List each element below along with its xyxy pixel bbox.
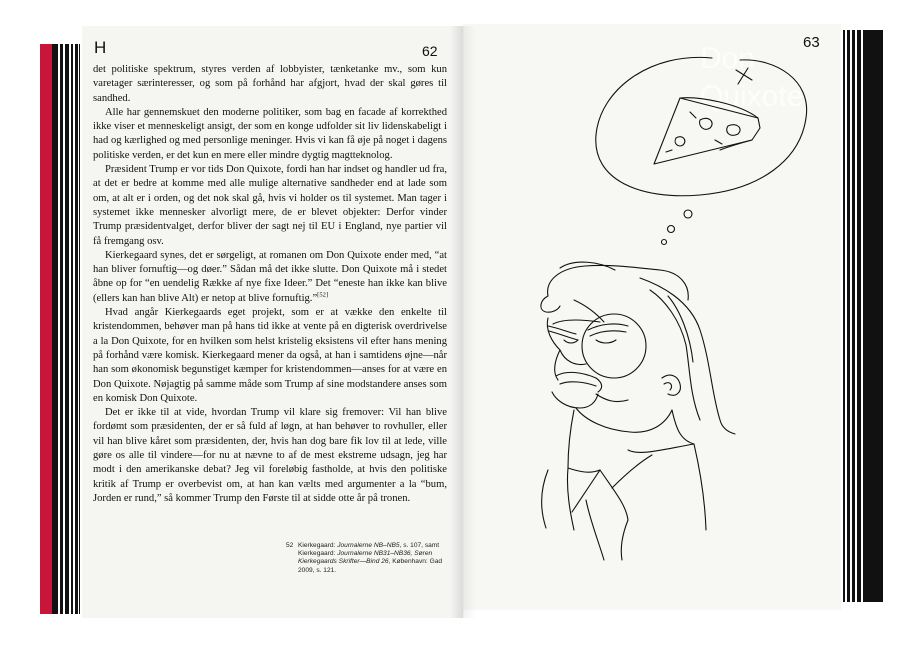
paragraph: Det er ikke til at vide, hvordan Trump vil klare sig fremover: Vil han blive fordømt som præsidenten, der er så fuld af løgn, at han behøver to rovhuller, eller vil han blive kåret som præsidenten, der, hvis han dog bare fik lov til at lede, ville gøre os alle til vindere—for nu at nævne to af de mest ekstreme udsagn, jeg har modt i den amerikanske debat? Jeg vil foreløbig fastholde, at hvis den politiske kritik af Trump er overbevist om, at han kan vælts med argumenter a la “bum, Jorden er rund,” så kommer Trump den Første til at sidde otte år på tronen. — [93, 407, 447, 504]
ghost-title-text: Don Quixote — [700, 42, 804, 113]
footnote-part: , s. 107, samt Kierkegaard: — [298, 542, 440, 558]
running-head-letter: H — [94, 38, 107, 57]
footnote-title: Journalerne NB–NB5 — [337, 542, 400, 549]
portrait-drawing — [541, 262, 735, 560]
left-page-number: 62 — [422, 43, 438, 59]
paragraph: det politiske spektrum, styres verden af lobbyister, tænketanke mv., som kun varetager særinteresser, og som på forhånd har afgjort, hvad der skal gøres til sandhed. — [93, 64, 447, 104]
paragraph: Præsident Trump er vor tids Don Quixote, fordi han har indset og handler ud fra, at det er bedre at komme med alle mulige alternative sandheder end at lade som om, at alt er i orden, og det nok skal gå, hvis vi holder os til systemet. Man tager i systemet ikke mennesker alvorligt mere, de er blevet objekter: Derfor vinder Trump præsidentvalget, derfor bliver der sagt nej til EU i England, nye partier vil få fremgang osv. — [93, 164, 447, 247]
footnote-title: Journalerne NB31–NB36, Søren Kierkegaards Skrifter—Bind 26 — [298, 550, 433, 566]
left-page-edge-stripes — [40, 44, 82, 614]
thought-bubble — [596, 57, 807, 244]
footnote-part: , København: Gad 2009, s. 121. — [298, 558, 443, 574]
footnote-part: Kierkegaard: — [298, 542, 338, 549]
paragraph — [93, 249, 447, 306]
paragraph: Hvad angår Kierkegaards eget projekt, som er at vække den enkelte til kristendommen, behøver man på hans tid ikke at vente på en digterisk overdrivelse a la Don Quixote, for en hvilken som helst kristelig eksistens vil efter hans mening på forhånd være komisk. Kierkegaard mener da også, at han i samtidens øjne—når han som økonomisk begunstiget kæmper for kristendommen—anses for at være en Don Quixote. Nøjagtig på samme måde som Trump af sine modstandere anses som en komisk Don Quixote. — [93, 307, 447, 404]
pizza-slice-icon — [654, 98, 760, 164]
footnote-reference[interactable]: [52] — [317, 291, 329, 299]
paragraph-text: Kierkegaard synes, det er sørgeligt, at romanen om Don Quixote ender med, “at han bliver fornuftig—og døer.” Sådan må det ikke slutte. Don Quixote må i stedet åbne op for “en uendelig Række af nye fixe Ideer.” Det “eneste han ikke kan blive (ellers kan han blive Alt) er netop at blive fornuftig.” — [93, 249, 447, 304]
right-page-number: 63 — [803, 34, 820, 51]
footnote-text — [298, 542, 451, 575]
right-page-edge-stripes — [840, 30, 886, 602]
body-text — [93, 63, 447, 506]
paragraph: Alle har gennemskuet den moderne politiker, som bag en facade af korrekthed ikke viser et menneskeligt ansigt, der som en konge udfolder sit liv lidenskabeligt i had og kærlighed og med personlige meninger. Hvis vi kan få øje på noget i dagens politiske verden, er det kun en mere eller mindre dygtig magtteknolog. — [93, 106, 447, 161]
footnote-number: 52 — [286, 542, 294, 549]
footnote — [286, 542, 451, 575]
line-drawing-illustration — [463, 24, 841, 610]
